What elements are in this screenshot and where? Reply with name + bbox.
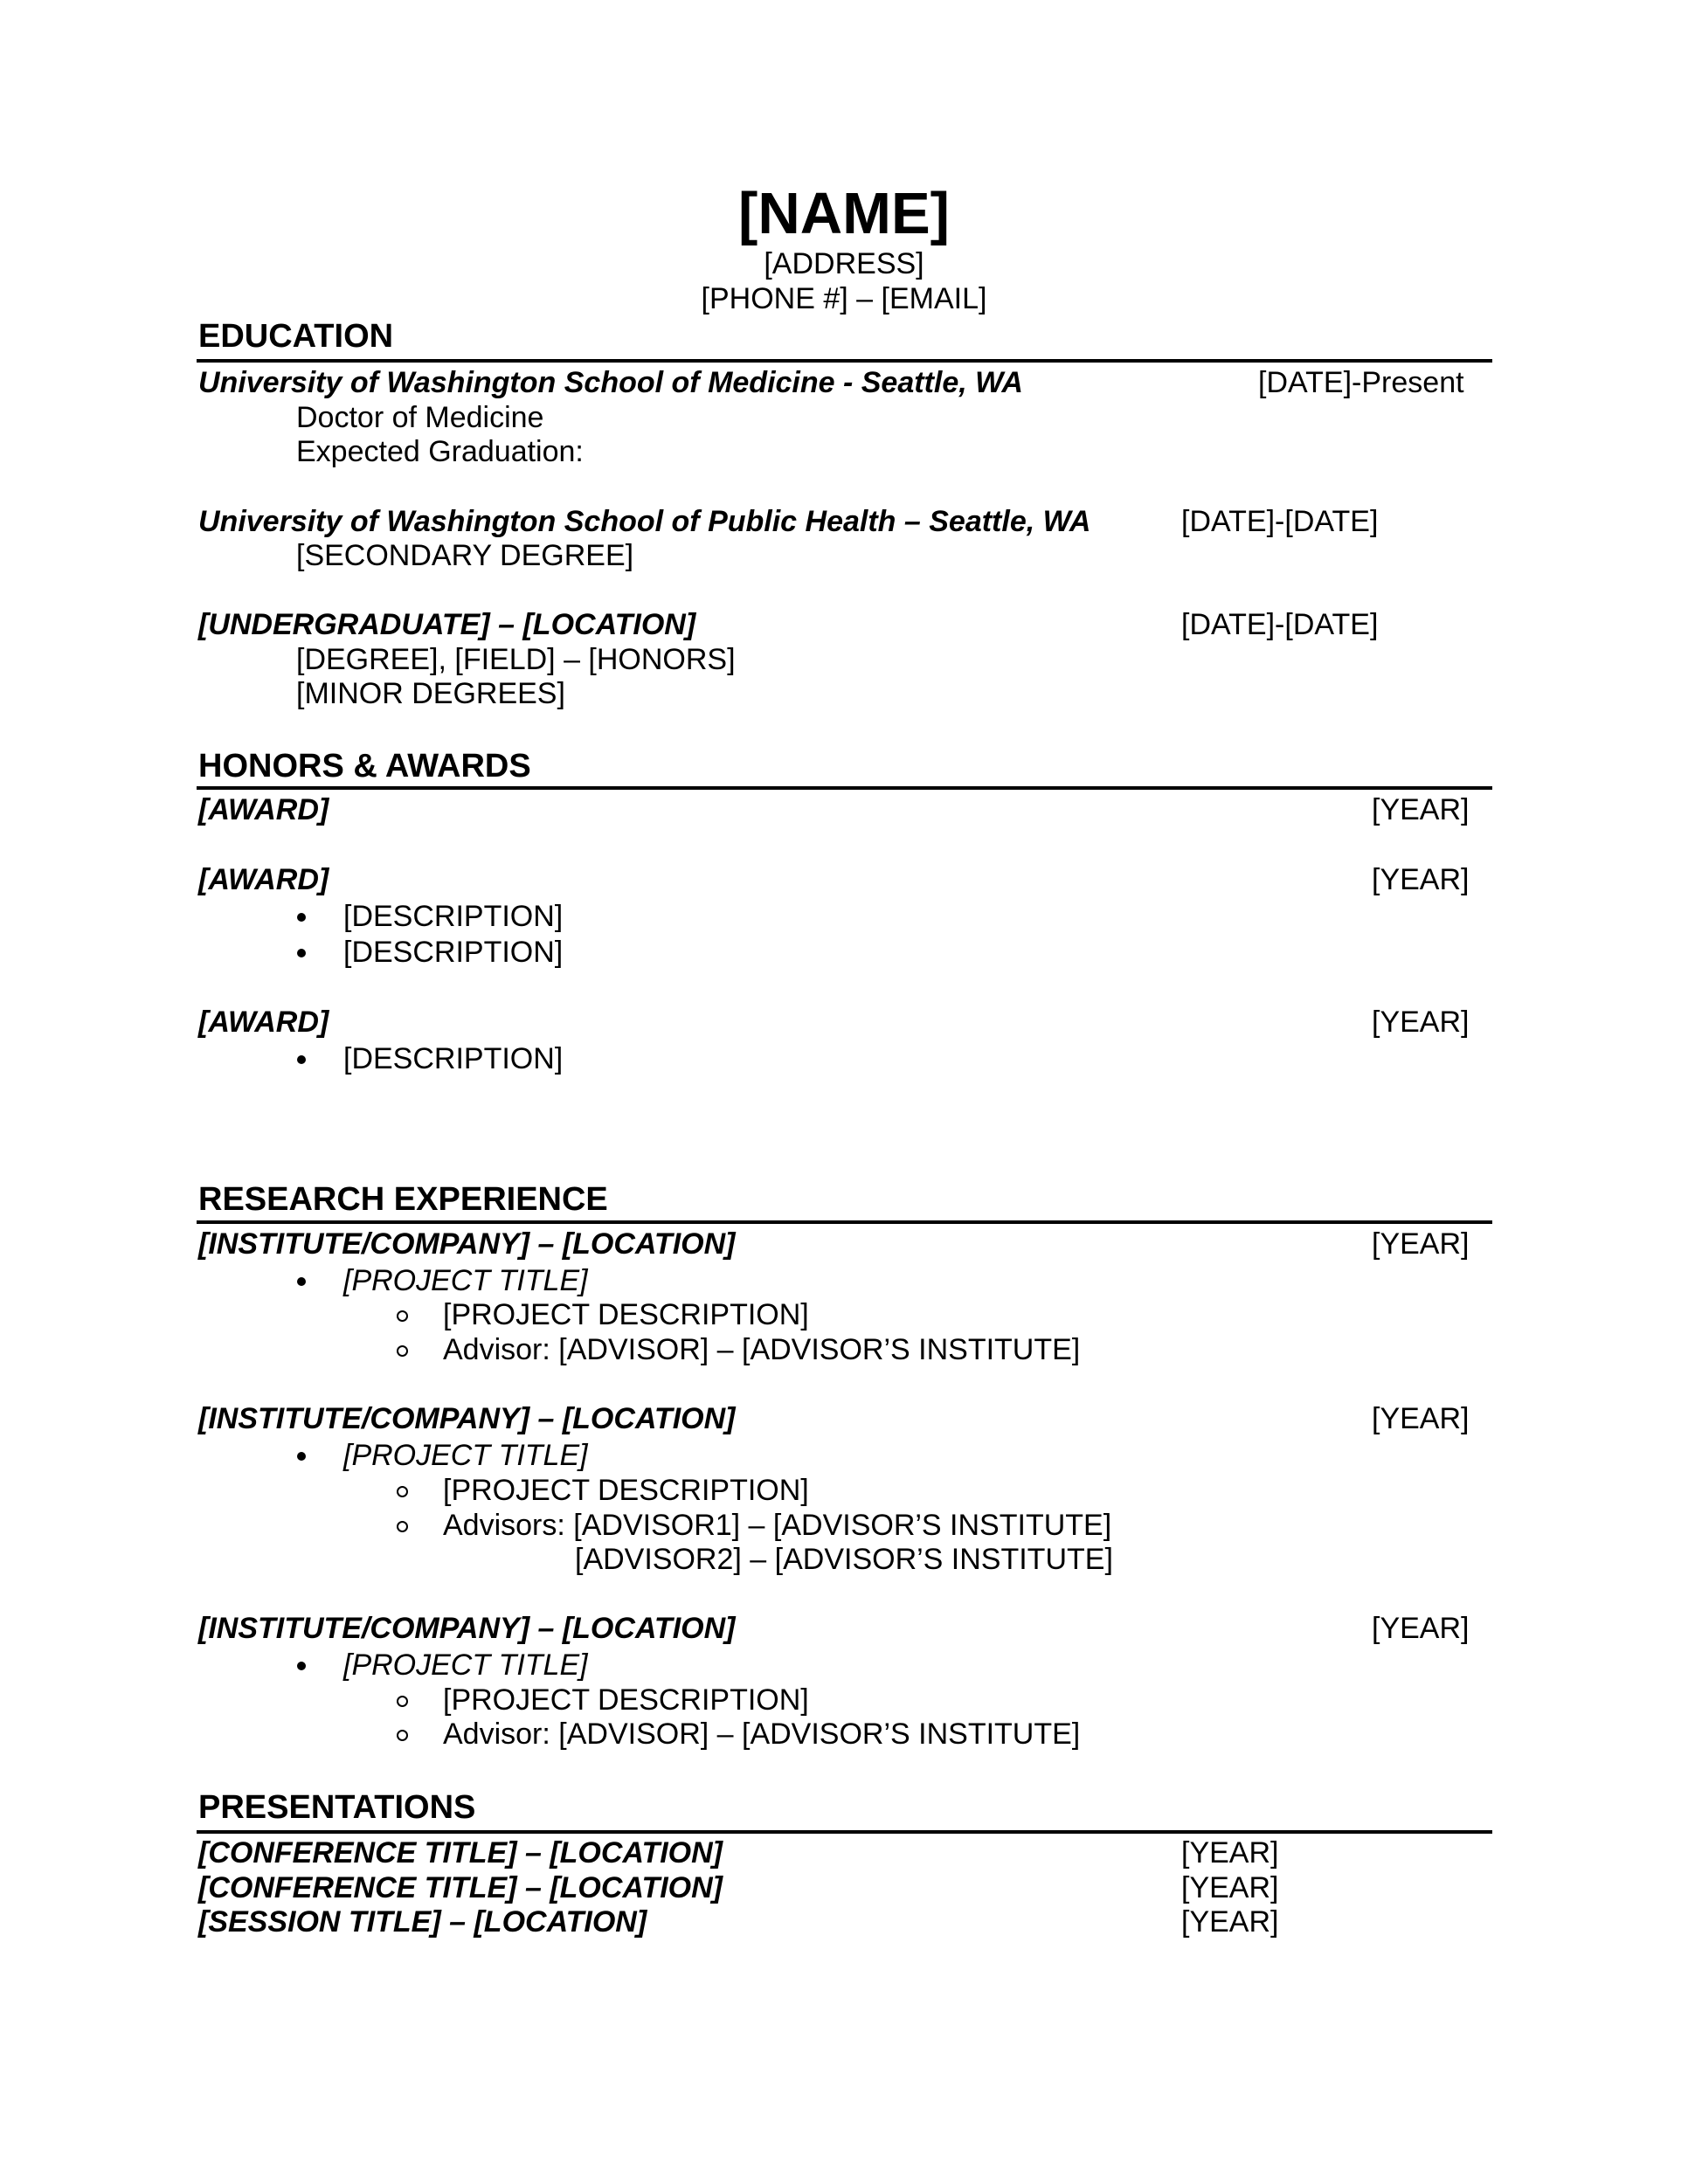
award-year: [YEAR] [1372,863,1470,896]
award-description: [DESCRIPTION] [343,900,564,933]
award-title: [AWARD] [198,1006,329,1039]
research-org: [INSTITUTE/COMPANY] – [LOCATION] [198,1612,736,1645]
education-institution: [UNDERGRADUATE] – [LOCATION] [198,608,696,641]
award-title: [AWARD] [198,863,329,896]
award-title: [AWARD] [198,793,329,826]
section-divider [197,786,1492,790]
research-project-description: [PROJECT DESCRIPTION] [443,1298,809,1331]
section-title-honors: HONORS & AWARDS [198,748,531,784]
resume-address: [ADDRESS] [764,247,924,280]
bullet-icon [297,949,306,957]
education-degree: [SECONDARY DEGREE] [296,539,634,572]
section-divider [197,1830,1492,1834]
research-year: [YEAR] [1372,1402,1470,1435]
section-divider [197,359,1492,363]
research-project-description: [PROJECT DESCRIPTION] [443,1474,809,1507]
sub-bullet-icon [397,1486,408,1497]
sub-bullet-icon [397,1730,408,1741]
bullet-icon [297,913,306,922]
research-project-title: [PROJECT TITLE] [343,1264,588,1297]
research-project-title: [PROJECT TITLE] [343,1439,588,1472]
presentation-title: [CONFERENCE TITLE] – [LOCATION] [198,1871,723,1904]
education-date: [DATE]-Present [1258,366,1464,399]
presentation-year: [YEAR] [1181,1871,1279,1904]
bullet-icon [297,1055,306,1064]
research-year: [YEAR] [1372,1612,1470,1645]
research-advisor: Advisor: [ADVISOR] – [ADVISOR’S INSTITUTE] [443,1717,1081,1751]
award-year: [YEAR] [1372,1006,1470,1039]
section-divider [197,1220,1492,1224]
presentation-title: [CONFERENCE TITLE] – [LOCATION] [198,1836,723,1870]
section-title-research: RESEARCH EXPERIENCE [198,1181,608,1218]
education-institution: University of Washington School of Public Health – Seattle, WA [198,505,1091,538]
research-project-title: [PROJECT TITLE] [343,1648,588,1682]
research-advisor: Advisors: [ADVISOR1] – [ADVISOR’S INSTITUTE] [443,1509,1112,1542]
resume-name: [NAME] [738,181,950,246]
education-date: [DATE]-[DATE] [1181,505,1379,538]
bullet-icon [297,1452,306,1461]
presentation-title: [SESSION TITLE] – [LOCATION] [198,1905,647,1939]
sub-bullet-icon [397,1521,408,1532]
presentation-year: [YEAR] [1181,1836,1279,1870]
education-date: [DATE]-[DATE] [1181,608,1379,641]
education-degree: Doctor of Medicine [296,401,544,434]
education-detail: Expected Graduation: [296,435,584,468]
bullet-icon [297,1662,306,1670]
section-title-education: EDUCATION [198,318,394,355]
research-advisor-secondary: [ADVISOR2] – [ADVISOR’S INSTITUTE] [575,1543,1113,1576]
research-advisor: Advisor: [ADVISOR] – [ADVISOR’S INSTITUTE] [443,1333,1081,1366]
education-degree: [DEGREE], [FIELD] – [HONORS] [296,643,736,676]
award-description: [DESCRIPTION] [343,936,564,969]
resume-phone-email: [PHONE #] – [EMAIL] [701,282,987,315]
education-detail: [MINOR DEGREES] [296,677,565,710]
research-project-description: [PROJECT DESCRIPTION] [443,1683,809,1717]
research-year: [YEAR] [1372,1227,1470,1261]
section-title-presentations: PRESENTATIONS [198,1789,476,1826]
sub-bullet-icon [397,1696,408,1707]
award-year: [YEAR] [1372,793,1470,826]
sub-bullet-icon [397,1310,408,1322]
research-org: [INSTITUTE/COMPANY] – [LOCATION] [198,1227,736,1261]
education-institution: University of Washington School of Medicine - Seattle, WA [198,366,1023,399]
award-description: [DESCRIPTION] [343,1042,564,1075]
sub-bullet-icon [397,1345,408,1357]
bullet-icon [297,1277,306,1286]
presentation-year: [YEAR] [1181,1905,1279,1939]
research-org: [INSTITUTE/COMPANY] – [LOCATION] [198,1402,736,1435]
